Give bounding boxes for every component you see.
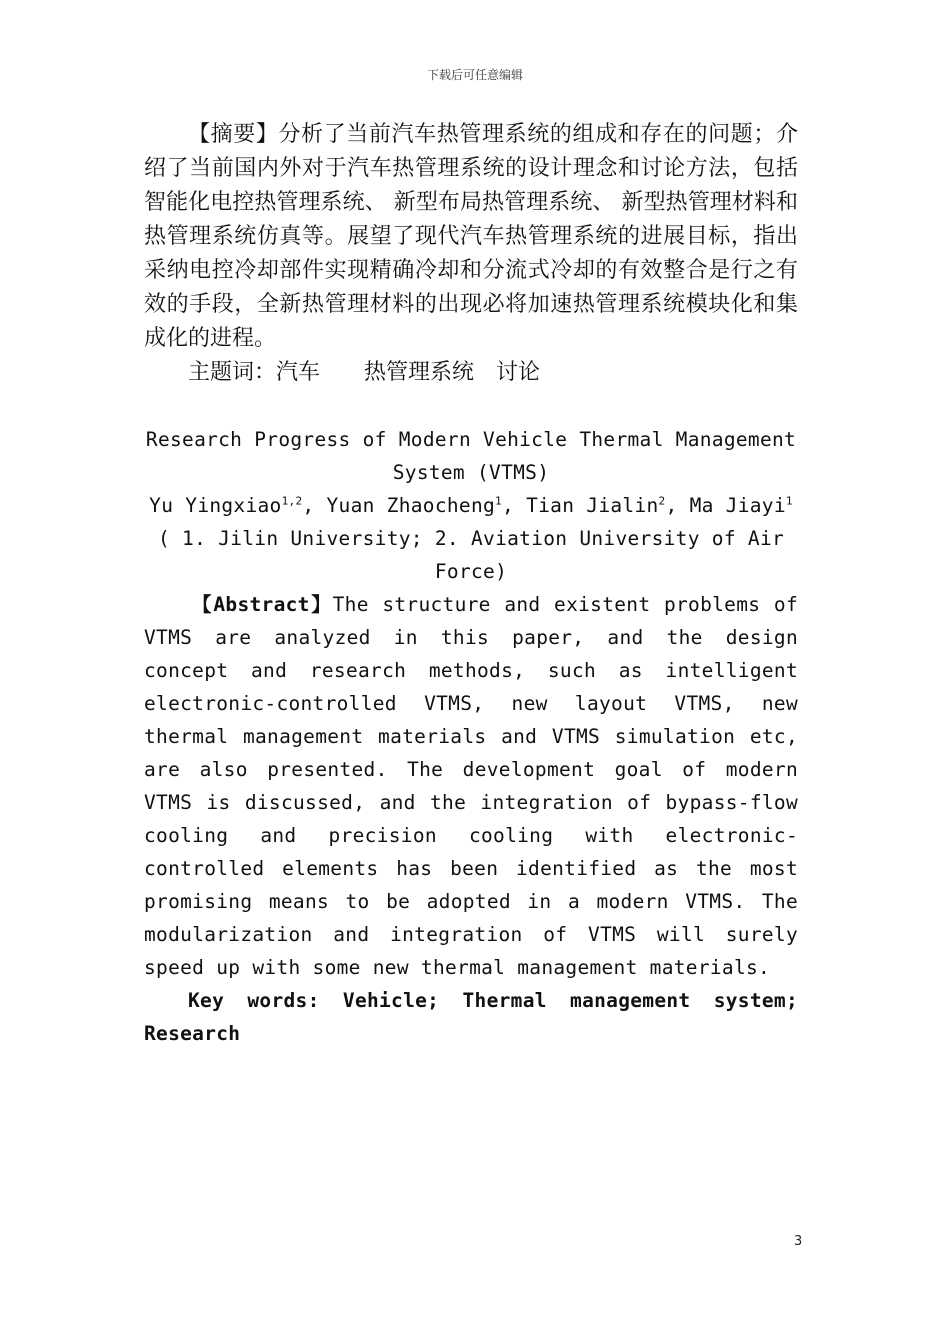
chinese-keyword: 热管理系统 [364,360,475,385]
chinese-abstract-label: 【摘要】 [188,122,279,147]
author-affiliation-mark: 1,2 [281,494,303,508]
page-number: 3 [794,1234,803,1249]
affiliations: ( 1. Jilin University; 2. Aviation University of Air Force) [157,527,785,583]
chinese-keywords-label: 主题词： [188,360,277,385]
author-affiliation-mark: 2 [658,494,666,508]
english-title: Research Progress of Modern Vehicle Thermal Management System (VTMS) [145,428,797,484]
author-name: Ma Jiayi [689,494,786,517]
chinese-abstract [144,118,798,356]
english-abstract-label: 【Abstract】 [192,593,333,616]
english-abstract-text: The structure and existent problems of VTMS are analyzed in this paper, and the design concept and research methods, such as intelligent electronic-controlled VTMS, new layout VTMS, new thermal management materials and VTMS simulation etc, are also presented. The development goal of modern VTMS is discussed, and the integration of bypass-flow cooling and precision cooling with electronic-controlled elements has been identified as the most promising means to be adopted in a modern VTMS. The modularization and integration of VTMS will surely speed up with some new thermal management materials. [144,593,798,979]
author-name: Yu Yingxiao [149,494,282,517]
english-keywords: Key words: Vehicle; Thermal management system; Research [144,989,798,1045]
document-body [144,118,798,1050]
chinese-keywords [144,356,798,390]
author-affiliation-mark: 1 [495,494,502,508]
author-affiliation-mark: 1 [785,494,793,508]
author-name: Yuan Zhaocheng [326,494,496,517]
chinese-abstract-text: 分析了当前汽车热管理系统的组成和存在的问题；介绍了当前国内外对于汽车热管理系统的设计理念和讨论方法，包括智能化电控热管理系统、 新型布局热管理系统、 新型热管理材料和热管理系统仿真等。展望了现代汽车热管理系统的进展目标，指出采纳电控冷却部件实现精确冷却和分流式冷却的有效整合是行之有效的手段，全新热管理材料的出现必将加速热管理系统模块化和集成化的进程。 [144,122,798,351]
author-name: Tian Jialin [526,494,659,517]
chinese-keyword: 讨论 [496,360,541,385]
chinese-keyword: 汽车 [276,360,321,385]
english-abstract [144,588,798,984]
page-header: 下载后可任意编辑 [426,68,523,82]
author-list: Yu Yingxiao$^{1,2}$, Yuan Zhaocheng$^1$, Tian Jialin$^2$, Ma Jiayi$^1$ [149,494,793,517]
